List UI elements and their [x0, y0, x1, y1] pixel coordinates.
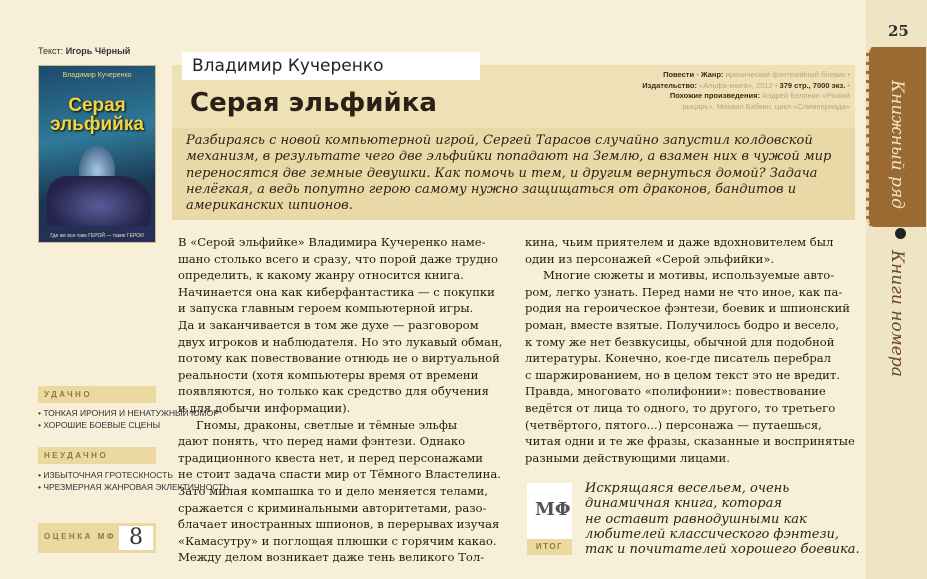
- cover-car: [47, 176, 151, 226]
- text-line: ром, легко узнать. Перед нами не что иное, как па-: [525, 284, 843, 299]
- text-line: Начинается она как киберфантастика — с покупки: [178, 284, 495, 299]
- text-line: читая одни и те же фразы, сказанные и воспринятые: [525, 434, 855, 449]
- cover-title: Серая эльфийка: [50, 95, 144, 135]
- info-similar-label: Похожие произведения:: [669, 91, 760, 100]
- section-label: Книжный ряд: [887, 80, 907, 209]
- pros-item: • ХОРОШИЕ БОЕВЫЕ СЦЕНЫ: [38, 419, 161, 430]
- bullet-dot-icon: [895, 228, 906, 239]
- verdict-line: не оставит равнодушными как: [585, 511, 807, 527]
- pros-label: УДАЧНО: [38, 386, 156, 403]
- text-line: и запуска главным героем компьютерной игры.: [178, 301, 474, 316]
- text-line: с шаржированием, но в целом текст это не вредит.: [525, 367, 840, 382]
- book-info: Повести • Жанр: иронический фэнтезийный боевик • Издательство: «Альфа-книга», 2012 • 379 стр., 7000 экз. • Похожие произведения: Андрей Белянин «Рыжий рыцарь», Михаил Бабкин, цикл «Слимпериада»: [642, 70, 850, 111]
- text-line: появляются, но только как средство для обучения: [178, 384, 489, 399]
- text-line: потому как повествование отнюдь не о виртуальной: [178, 351, 500, 366]
- subsection-label: Книги номера: [887, 250, 907, 377]
- verdict-text: [585, 481, 860, 557]
- book-cover-image: [38, 65, 156, 243]
- text-line: шано столько всего и сразу, что порой даже трудно: [178, 251, 498, 266]
- rating-box: [38, 523, 156, 553]
- text-line: роман, вместе взятые. Получилось бодро и весело,: [525, 317, 840, 332]
- info-similar: Андрей Белянин «Рыжий рыцарь», Михаил Бабкин, цикл «Слимпериада»: [682, 91, 850, 111]
- text-line: Зато милая компашка то и дело меняется телами,: [178, 483, 488, 498]
- info-genre-label: Жанр:: [700, 70, 724, 79]
- verdict-label: ИТОГ: [527, 539, 572, 555]
- text-line: сражается с криминальными авторитетами, разо-: [178, 500, 487, 515]
- cover-author: Владимир Кучеренко: [62, 72, 132, 79]
- text-line: определить, к какому жанру относится книга.: [178, 268, 464, 283]
- verdict-line: Искрящаяся весельем, очень: [585, 481, 790, 496]
- body-column-2: [525, 234, 855, 466]
- info-genre: иронический фэнтезийный боевик: [725, 70, 846, 79]
- text-line: Да и заканчивается в том же духе — разговором: [178, 317, 479, 332]
- text-line: и для добычи информации).: [178, 400, 351, 415]
- info-type: Повести: [663, 70, 695, 79]
- text-line: родия на героическое фэнтези, боевик и шпионский: [525, 301, 850, 316]
- book-title: Серая эльфийка: [190, 88, 437, 118]
- text-line: (четвёртого, пятого...) персонажа — путаешься,: [525, 417, 822, 432]
- text-line: традиционного квеста нет, и перед персонажами: [178, 450, 484, 465]
- credit-name: Игорь Чёрный: [65, 46, 131, 56]
- verdict-line: так и почитателей хорошего боевика.: [585, 542, 860, 558]
- info-publisher-label: Издательство:: [642, 80, 697, 90]
- text-line: разными действующими лицами.: [525, 450, 730, 465]
- text-line: к тому же нет безвкусицы, обычной для подобной: [525, 334, 835, 349]
- text-line: литературы. Конечно, кое-где писатель перебрал: [525, 351, 832, 366]
- cons-item: • ЧРЕЗМЕРНАЯ ЖАНРОВАЯ ЭКЛЕКТИЧНОСТЬ: [38, 481, 229, 492]
- rating-label: ОЦЕНКА МФ: [44, 532, 117, 541]
- text-line: блачает иностранных шпионов, в перерывах изучая: [178, 517, 500, 532]
- verdict-line: динамичная книга, которая: [585, 496, 782, 512]
- cons-item: • ИЗБЫТОЧНАЯ ГРОТЕСКНОСТЬ: [38, 470, 173, 480]
- text-line: ведётся от лица то одного, то другого, то третьего: [525, 400, 836, 415]
- cons-list: [38, 470, 229, 493]
- text-line: один из персонажей «Серой эльфийки».: [525, 251, 775, 266]
- verdict-line: любителей классического фэнтези,: [585, 526, 840, 542]
- pros-item: • ТОНКАЯ ИРОНИЯ И НЕНАТУЖНЫЙ ЮМОР: [38, 408, 219, 418]
- mf-logo-icon: MΦ: [535, 499, 571, 520]
- pros-list: [38, 408, 219, 431]
- cons-label: НЕУДАЧНО: [38, 447, 156, 464]
- text-line: Многие сюжеты и мотивы, используемые авто-: [543, 268, 835, 283]
- text-line: кина, чьим приятелем и даже вдохновителем был: [525, 235, 834, 249]
- text-line: «Камасутру» и поглощая плюшки с горячим какао.: [178, 533, 497, 548]
- book-author: Владимир Кучеренко: [182, 52, 480, 80]
- author-credit: [38, 46, 130, 56]
- verdict-badge: [527, 483, 572, 555]
- text-line: реальности (хотя компьютеры время от времени: [178, 367, 479, 382]
- rating-value: 8: [119, 526, 153, 550]
- info-pages: 379 стр., 7000 экз.: [779, 80, 846, 90]
- info-publisher: «Альфа-книга», 2012: [699, 80, 773, 90]
- lead-paragraph: Разбираясь с новой компьютерной игрой, Сергей Тарасов случайно запустил колдовской механизм, в результате чего две эльфийки попадают на Землю, а взамен них в чужой мир переносятся две земные девушки. Как помочь и тем, и другим вернуться домой? Задача нелёгкая, а ведь попутно герою самому нужно защищаться от драконов, бандитов и американских шпионов.: [186, 133, 832, 214]
- text-line: двух игроков и наблюдателя. Но это лукавый обман,: [178, 334, 503, 349]
- page-number: 25: [888, 22, 909, 40]
- body-column-1: [178, 234, 502, 566]
- credit-label: Текст:: [38, 46, 64, 56]
- text-line: В «Серой эльфийке» Владимира Кучеренко наме-: [178, 235, 486, 249]
- text-line: Гномы, драконы, светлые и тёмные эльфы: [196, 417, 458, 432]
- text-line: не стоит задача спасти мир от Тёмного Властелина.: [178, 467, 501, 482]
- text-line: Правда, многовато «полифонии»: повествование: [525, 384, 826, 399]
- cover-tagline: Где же все-таки ГЕРОЙ — такие ГЕРОИ: [50, 233, 144, 239]
- text-line: дают понять, что перед нами фэнтези. Однако: [178, 434, 466, 449]
- text-line: Между делом возникает даже тень великого Тол-: [178, 550, 485, 565]
